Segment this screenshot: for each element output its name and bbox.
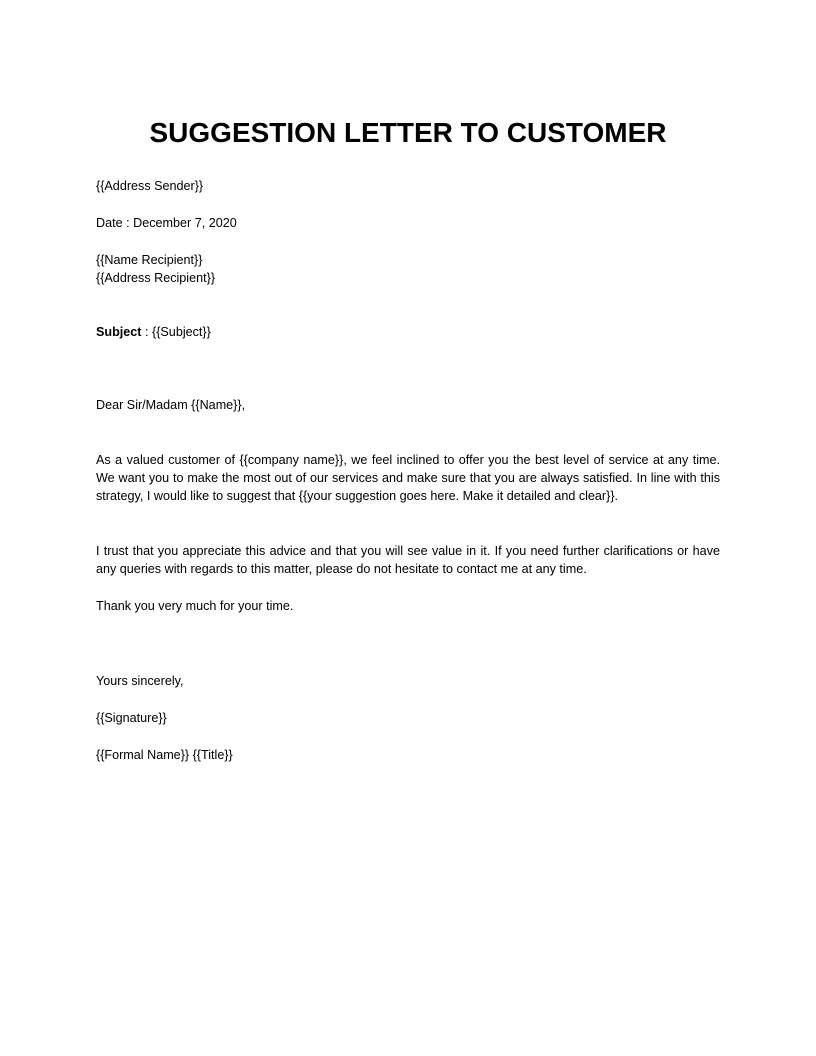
subject-value: : {{Subject}}: [141, 325, 211, 339]
letter-date-text: Date : December 7, 2020: [96, 216, 237, 230]
formal-name-title: [96, 746, 720, 764]
paragraph-3-text: Thank you very much for your time.: [96, 599, 294, 613]
signature-text: {{Signature}}: [96, 711, 167, 725]
recipient-block: [96, 251, 720, 287]
letter-title: SUGGESTION LETTER TO CUSTOMER: [149, 117, 667, 148]
salutation: [96, 396, 720, 414]
address-sender: [96, 177, 720, 195]
name-recipient: {{Name Recipient}}: [96, 253, 203, 267]
salutation-text: Dear Sir/Madam {{Name}},: [96, 398, 246, 412]
subject-line: [96, 323, 720, 341]
closing-text: Yours sincerely,: [96, 674, 184, 688]
formal-name-title-text: {{Formal Name}} {{Title}}: [96, 748, 233, 762]
letter-date: [96, 214, 720, 232]
paragraph-2: I trust that you appreciate this advice and that you will see value in it. If you need further clarifications or have any queries with regards to this matter, please do not hesitate to contact me at any time.: [96, 544, 720, 576]
signature: [96, 709, 720, 727]
address-recipient: {{Address Recipient}}: [96, 271, 216, 285]
address-sender-text: {{Address Sender}}: [96, 179, 204, 193]
subject-label: Subject: [96, 325, 142, 339]
closing: [96, 672, 720, 690]
paragraph-3: [96, 597, 720, 615]
paragraph-1: As a valued customer of {{company name}}, we feel inclined to offer you the best level of service at any time. We want you to make the most out of our services and make sure that you are always satisfied. In line with this strategy, I would like to suggest that {{your suggestion goes here. Make it detailed and clear}}.: [96, 453, 720, 503]
